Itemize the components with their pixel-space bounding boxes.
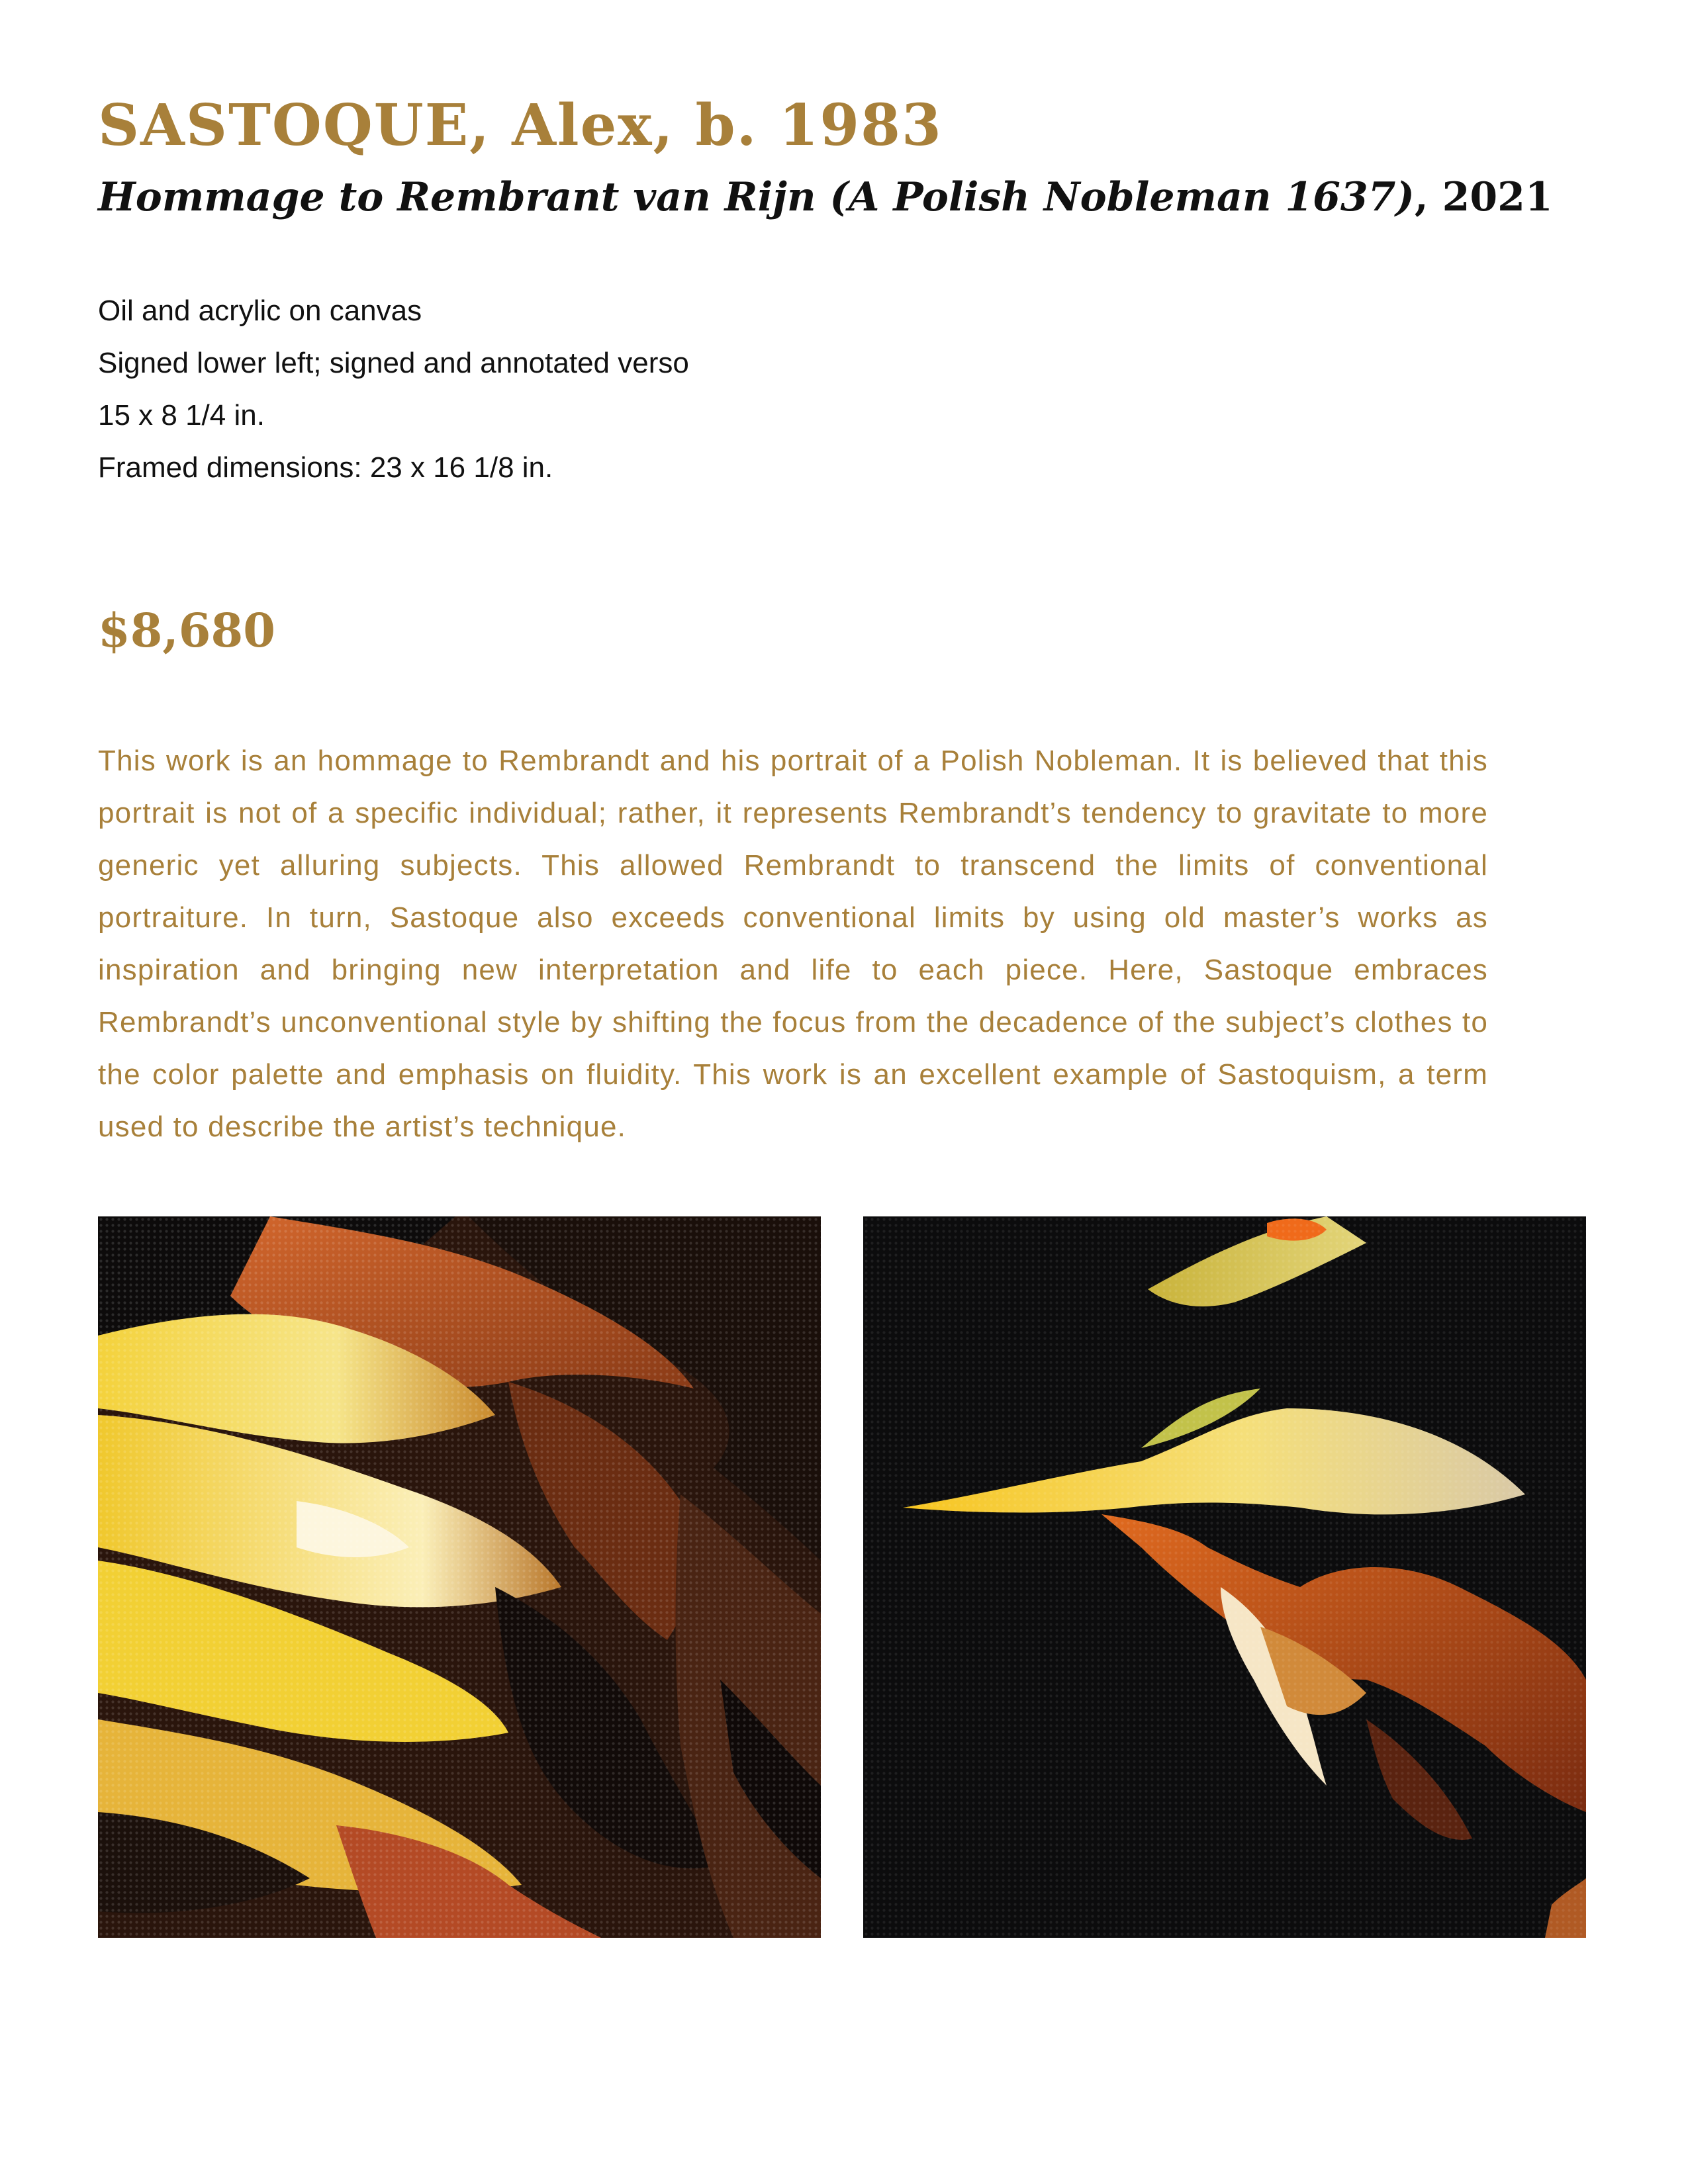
artwork-title-text: Hommage to Rembrant van Rijn (A Polish Nobleman 1637): [98, 174, 1415, 220]
detail-image-left: [98, 1216, 821, 1938]
dimensions-line: 15 x 8 1/4 in.: [98, 399, 265, 432]
artwork-details: [98, 285, 689, 494]
artwork-title: [98, 171, 1553, 224]
artist-heading: SASTOQUE, Alex, b. 1983: [98, 92, 943, 159]
painting-detail-warm: [98, 1216, 821, 1938]
artwork-year: , 2021: [1414, 174, 1553, 220]
detail-image-right: [863, 1216, 1586, 1938]
price: $8,680: [98, 603, 275, 658]
framed-dimensions-line: Framed dimensions: 23 x 16 1/8 in.: [98, 451, 553, 484]
description-paragraph: This work is an hommage to Rembrandt and his portrait of a Polish Nobleman. It is believed that this portrait is not of a specific individual; rather, it represents Rembrandt’s tendency to gravitate to more generic yet alluring subjects. This allowed Rembrandt to transcend the limits of conventional portraiture. In turn, Sastoque also exceeds conventional limits by using old master’s works as inspiration and bringing new interpretation and life to each piece. Here, Sastoque embraces Rembrandt’s unconventional style by shifting the focus from the decadence of the subject’s clothes to the color palette and emphasis on fluidity. This work is an excellent example of Sastoquism, a term used to describe the artist’s technique.: [98, 745, 1488, 1143]
medium-line: Oil and acrylic on canvas: [98, 295, 422, 327]
painting-detail-dark: [863, 1216, 1586, 1938]
signature-line: Signed lower left; signed and annotated verso: [98, 347, 689, 379]
